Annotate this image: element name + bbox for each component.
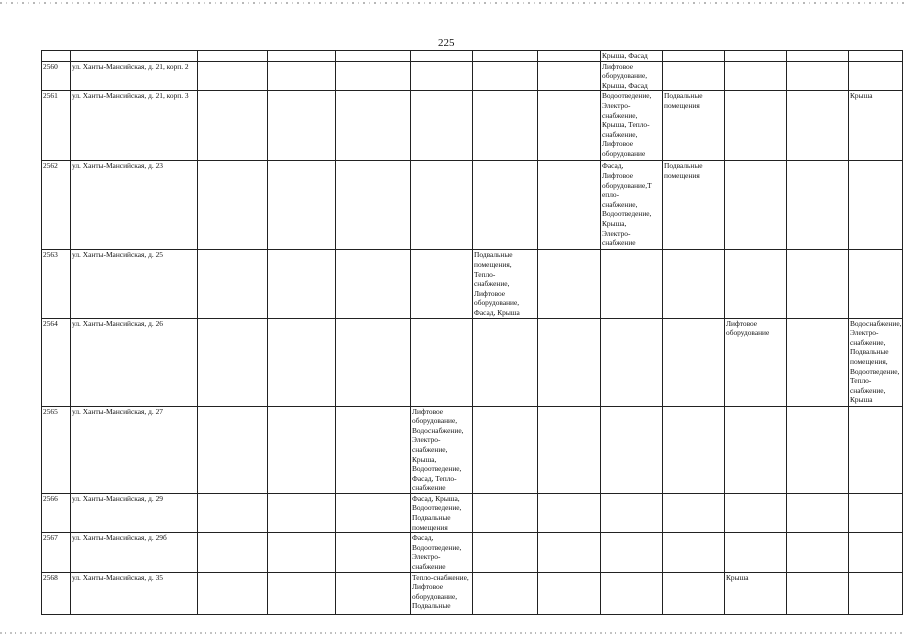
work-type-cell	[473, 533, 538, 572]
work-type-cell	[411, 572, 473, 614]
work-type-cell	[538, 493, 601, 532]
work-type-cell	[268, 318, 336, 406]
work-type-cell	[787, 533, 849, 572]
work-type-text: Крыша	[850, 91, 873, 101]
work-type-cell	[198, 406, 268, 493]
work-type-cell	[601, 51, 663, 62]
table-row	[42, 572, 903, 614]
work-type-cell	[663, 91, 725, 161]
work-type-cell	[198, 51, 268, 62]
work-type-cell	[538, 161, 601, 250]
work-type-cell	[336, 250, 411, 318]
work-type-cell	[411, 318, 473, 406]
work-type-cell	[538, 51, 601, 62]
work-type-cell	[538, 318, 601, 406]
work-type-cell	[725, 61, 787, 91]
row-number: 2565	[42, 406, 71, 493]
work-type-cell	[538, 533, 601, 572]
table-row	[42, 533, 903, 572]
work-type-cell	[601, 161, 663, 250]
work-type-cell	[725, 91, 787, 161]
table-row	[42, 318, 903, 406]
page-number: 225	[438, 37, 455, 49]
address-cell: ул. Ханты-Мансийская, д. 21, корп. 3	[71, 91, 198, 161]
table-row	[42, 250, 903, 318]
address-cell: ул. Ханты-Мансийская, д. 27	[71, 406, 198, 493]
work-type-cell	[849, 61, 903, 91]
work-type-cell	[663, 533, 725, 572]
work-type-cell	[198, 91, 268, 161]
table-row	[42, 51, 903, 62]
work-type-cell	[336, 161, 411, 250]
scan-artifact-top	[0, 2, 905, 4]
work-type-cell	[268, 51, 336, 62]
work-type-cell	[849, 318, 903, 406]
work-type-cell	[787, 406, 849, 493]
work-type-cell	[725, 318, 787, 406]
scan-artifact-bottom	[0, 632, 905, 634]
work-type-cell	[849, 250, 903, 318]
row-number: 2561	[42, 91, 71, 161]
work-type-cell	[336, 51, 411, 62]
work-type-cell	[663, 318, 725, 406]
row-number: 2567	[42, 533, 71, 572]
table-row	[42, 61, 903, 91]
work-type-cell	[268, 161, 336, 250]
register-table	[41, 50, 903, 615]
work-type-cell	[849, 493, 903, 532]
table-row	[42, 493, 903, 532]
work-type-cell	[336, 61, 411, 91]
work-type-cell	[411, 493, 473, 532]
work-type-cell	[336, 318, 411, 406]
row-number: 2568	[42, 572, 71, 614]
work-type-cell	[473, 318, 538, 406]
work-type-cell	[849, 161, 903, 250]
work-type-text: Тепло-снабжение, Лифтовое оборудование, Подвальные	[412, 572, 469, 611]
work-type-cell	[411, 406, 473, 493]
address-cell: ул. Ханты-Мансийская, д. 29б	[71, 533, 198, 572]
work-type-text: Крыша	[726, 572, 749, 582]
work-type-cell	[473, 572, 538, 614]
table-row	[42, 91, 903, 161]
work-type-cell	[473, 91, 538, 161]
work-type-cell	[473, 61, 538, 91]
work-type-cell	[411, 91, 473, 161]
work-type-text: Подвальные помещения, Тепло- снабжение, Лифтовое оборудование, Фасад, Крыша	[474, 250, 520, 317]
work-type-cell	[198, 250, 268, 318]
work-type-cell	[411, 61, 473, 91]
work-type-cell	[601, 250, 663, 318]
work-type-cell	[601, 533, 663, 572]
work-type-cell	[268, 572, 336, 614]
work-type-cell	[849, 51, 903, 62]
row-number: 2566	[42, 493, 71, 532]
work-type-text: Фасад, Водоотведение, Электро-снабжение	[412, 533, 462, 572]
work-type-cell	[725, 250, 787, 318]
work-type-cell	[198, 572, 268, 614]
work-type-cell	[601, 493, 663, 532]
work-type-cell	[663, 51, 725, 62]
work-type-cell	[538, 61, 601, 91]
work-type-cell	[198, 318, 268, 406]
work-type-cell	[336, 91, 411, 161]
work-type-cell	[601, 572, 663, 614]
work-type-cell	[787, 250, 849, 318]
work-type-cell	[268, 493, 336, 532]
work-type-cell	[663, 250, 725, 318]
work-type-cell	[787, 318, 849, 406]
work-type-cell	[663, 406, 725, 493]
work-type-cell	[268, 91, 336, 161]
work-type-cell	[411, 161, 473, 250]
address-cell: ул. Ханты-Мансийская, д. 25	[71, 250, 198, 318]
work-type-cell	[787, 51, 849, 62]
work-type-cell	[787, 572, 849, 614]
work-type-cell	[336, 406, 411, 493]
work-type-cell	[538, 572, 601, 614]
work-type-cell	[268, 61, 336, 91]
work-type-cell	[663, 572, 725, 614]
work-type-text: Лифтовое оборудование, Крыша, Фасад	[602, 61, 648, 90]
row-number: 2562	[42, 161, 71, 250]
work-type-cell	[601, 61, 663, 91]
work-type-text: Фасад, Крыша, Водоотведение, Подвальные помещения	[412, 493, 462, 532]
work-type-cell	[336, 572, 411, 614]
work-type-cell	[538, 406, 601, 493]
work-type-cell	[849, 572, 903, 614]
work-type-text: Крыша, Фасад	[602, 51, 648, 60]
work-type-cell	[473, 161, 538, 250]
work-type-cell	[787, 61, 849, 91]
work-type-cell	[411, 533, 473, 572]
work-type-text: Лифтовое оборудование	[726, 318, 770, 338]
table-row	[42, 406, 903, 493]
work-type-text: Подвальные помещения	[664, 161, 703, 180]
work-type-cell	[336, 533, 411, 572]
address-cell: ул. Ханты-Мансийская, д. 35	[71, 572, 198, 614]
work-type-cell	[849, 91, 903, 161]
work-type-text: Подвальные помещения	[664, 91, 703, 110]
work-type-cell	[473, 406, 538, 493]
address-cell: ул. Ханты-Мансийская, д. 21, корп. 2	[71, 61, 198, 91]
row-number: 2564	[42, 318, 71, 406]
work-type-cell	[268, 406, 336, 493]
work-type-text: Водоснабжение, Электро- снабжение, Подвальные помещения, Водоотведение, Тепло- снабжение, Крыша	[850, 318, 902, 405]
work-type-cell	[268, 533, 336, 572]
work-type-cell	[787, 493, 849, 532]
work-type-cell	[473, 51, 538, 62]
work-type-cell	[787, 161, 849, 250]
work-type-cell	[725, 161, 787, 250]
work-type-cell	[268, 250, 336, 318]
work-type-cell	[473, 250, 538, 318]
work-type-cell	[411, 250, 473, 318]
address-cell: ул. Ханты-Мансийская, д. 26	[71, 318, 198, 406]
address-cell	[71, 51, 198, 62]
address-cell: ул. Ханты-Мансийская, д. 29	[71, 493, 198, 532]
work-type-cell	[787, 91, 849, 161]
work-type-cell	[601, 91, 663, 161]
row-number	[42, 51, 71, 62]
row-number: 2560	[42, 61, 71, 91]
work-type-cell	[198, 61, 268, 91]
work-type-cell	[663, 61, 725, 91]
work-type-cell	[411, 51, 473, 62]
work-type-cell	[198, 533, 268, 572]
work-type-text: Фасад, Лифтовое оборудование,Т епло- снабжение, Водоотведение, Крыша, Электро- снабжение	[602, 161, 652, 248]
work-type-cell	[725, 51, 787, 62]
work-type-cell	[336, 493, 411, 532]
work-type-cell	[725, 572, 787, 614]
work-type-cell	[473, 493, 538, 532]
address-cell: ул. Ханты-Мансийская, д. 23	[71, 161, 198, 250]
work-type-cell	[538, 250, 601, 318]
work-type-cell	[849, 406, 903, 493]
work-type-cell	[725, 493, 787, 532]
table-row	[42, 161, 903, 250]
work-type-cell	[538, 91, 601, 161]
work-type-cell	[601, 406, 663, 493]
row-number: 2563	[42, 250, 71, 318]
work-type-cell	[725, 406, 787, 493]
work-type-text: Водоотведение, Электро- снабжение, Крыша, Тепло- снабжение, Лифтовое оборудование	[602, 91, 652, 158]
work-type-cell	[198, 493, 268, 532]
work-type-cell	[725, 533, 787, 572]
work-type-cell	[601, 318, 663, 406]
work-type-cell	[198, 161, 268, 250]
work-type-cell	[849, 533, 903, 572]
work-type-cell	[663, 493, 725, 532]
work-type-text: Лифтовое оборудование, Водоснабжение, Электро-снабжение, Крыша, Водоотведение, Фасад, Тепло- снабжение	[412, 406, 464, 493]
work-type-cell	[663, 161, 725, 250]
